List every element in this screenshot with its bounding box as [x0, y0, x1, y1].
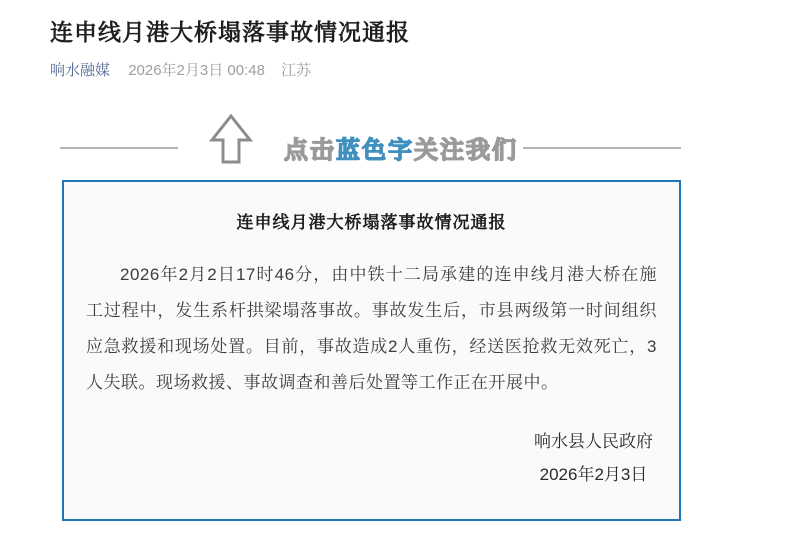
account-name-link[interactable]: 响水融媒 [50, 62, 111, 79]
notice-title: 连申线月港大桥塌落事故情况通报 [236, 213, 507, 232]
banner-text-suffix: 关注我们 [414, 137, 518, 164]
publish-location: 江苏 [281, 62, 312, 79]
banner-divider-left [60, 147, 178, 149]
page-title: 连申线月港大桥塌落事故情况通报 [50, 19, 410, 45]
banner-text-highlight: 蓝色字 [336, 137, 414, 164]
signature-lines [534, 425, 653, 491]
notice-box [62, 180, 681, 521]
publish-datetime: 2026年2月3日 00:48 [128, 62, 265, 79]
signature-date: 2026年2月3日 [539, 465, 648, 484]
follow-us-banner [284, 130, 518, 165]
banner-text-prefix: 点击 [284, 137, 336, 164]
up-arrow-icon [209, 113, 253, 165]
article-meta [50, 59, 311, 80]
banner-divider-right [523, 147, 681, 149]
notice-signature-block [86, 425, 657, 491]
notice-body-paragraph: 2026年2月2日17时46分，由中铁十二局承建的连申线月港大桥在施工过程中，发生系杆拱梁塌落事故。事故发生后，市县两级第一时间组织应急救援和现场处置。目前，事故造成2人重伤，经送医抢救无效死亡，3人失联。现场救援、事故调查和善后处置等工作正在开展中。 [86, 265, 657, 392]
signature-issuer: 响水县人民政府 [534, 432, 653, 451]
